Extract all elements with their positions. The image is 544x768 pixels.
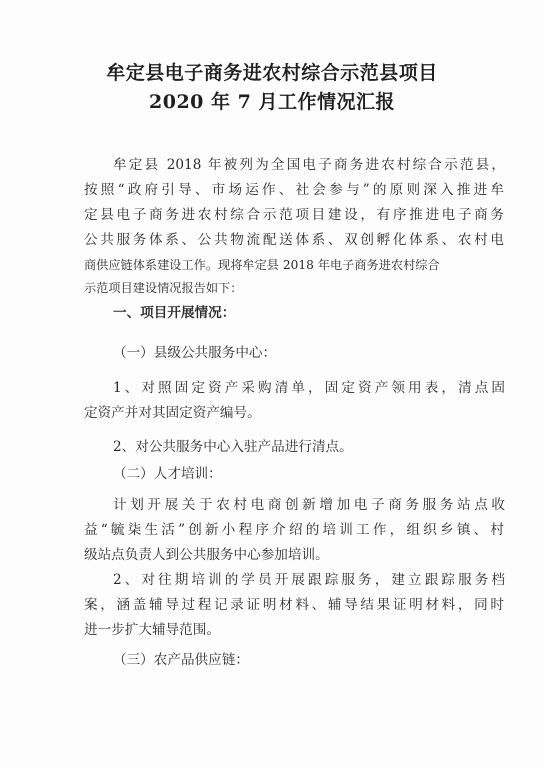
intro-line: 定县电子商务进农村综合示范项目建设，有序推进电子商务 (84, 207, 504, 223)
intro-line: 示范项目建设情况报告如下： (84, 281, 243, 295)
sub2-item1-line: 计划开展关于农村电商创新增加电子商务服务站点收 (113, 497, 505, 513)
sub1-item2: 2、对公共服务中心入驻产品进行清点。 (113, 439, 353, 455)
sub2-item2-line: 案，涵盖辅导过程记录证明材料、辅导结果证明材料，同时 (84, 597, 504, 613)
intro-line: 商供应链体系建设工作。现将牟定县 2018 年电子商务进农村综合 (84, 258, 440, 272)
sub1-item1-line: 定资产并对其固定资产编号。 (84, 405, 261, 421)
sub2-heading: （二）人才培训： (113, 466, 222, 482)
sub1-item1-line: 1、对照固定资产采购清单，固定资产领用表，清点固 (113, 380, 505, 396)
document-title-line2: 2020 年 7 月工作情况汇报 (149, 91, 395, 113)
sub2-item1-line: 益“毓柒生活”创新小程序介绍的培训工作，组织乡镇、村 (84, 522, 504, 538)
section1-heading: 一、项目开展情况： (113, 305, 236, 321)
sub2-item2-line: 进一步扩大辅导范围。 (84, 622, 220, 638)
intro-line: 按照“政府引导、市场运作、社会参与”的原则深入推进牟 (84, 182, 504, 198)
sub1-heading: （一）县级公共服务中心： (113, 345, 277, 361)
intro-line: 牟定县 2018 年被列为全国电子商务进农村综合示范县， (113, 157, 505, 173)
document-title-line1: 牟定县电子商务进农村综合示范县项目 (106, 62, 438, 84)
intro-line: 公共服务体系、公共物流配送体系、双创孵化体系、农村电 (84, 232, 504, 248)
sub3-heading: （三）农产品供应链： (113, 652, 249, 668)
sub2-item1-line: 级站点负责人到公共服务中心参加培训。 (84, 547, 329, 563)
sub2-item2-line: 2、对往期培训的学员开展跟踪服务，建立跟踪服务档 (113, 572, 505, 588)
